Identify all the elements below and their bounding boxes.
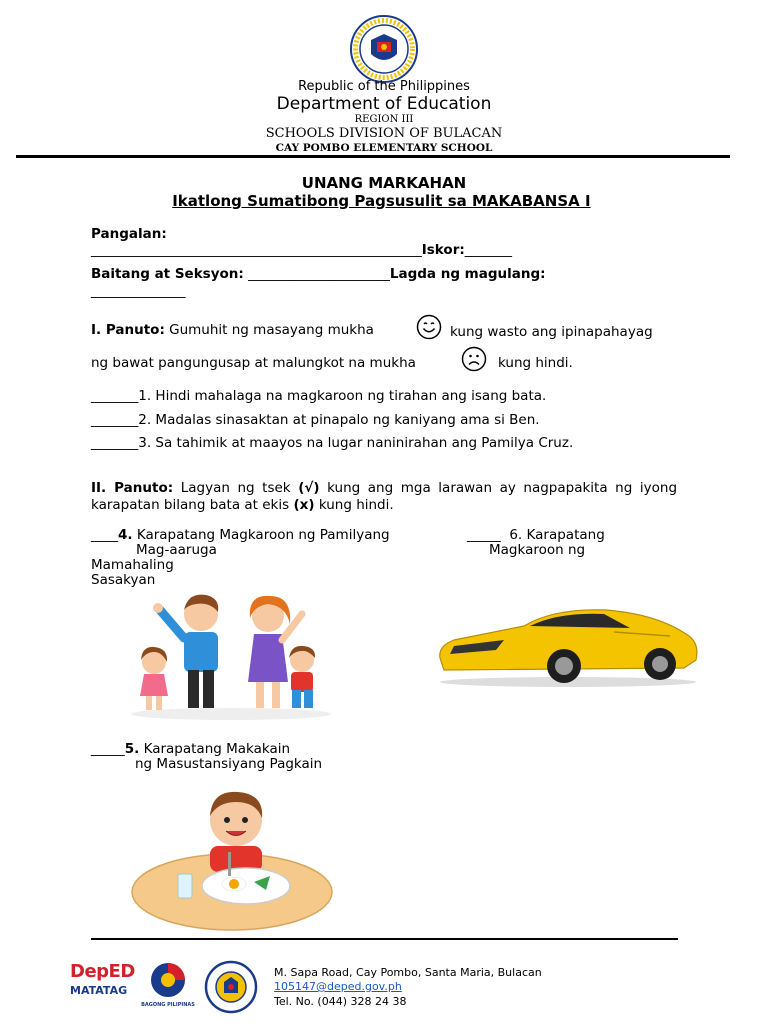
part1-label: I. Panuto: xyxy=(91,322,165,338)
region-text: REGION III xyxy=(354,114,414,125)
happy-face-icon xyxy=(416,314,442,340)
score-label: Iskor: xyxy=(421,242,465,258)
question-6-line4: Sasakyan xyxy=(91,572,156,588)
part1-instruction-line1 xyxy=(91,322,374,338)
name-label: Pangalan: xyxy=(91,226,167,242)
deped-matatag-logo xyxy=(70,961,135,1010)
part1-text-a: Gumuhit ng masayang mukha xyxy=(169,322,374,338)
part1-text-c: ng bawat pangungusap at malungkot na mukha xyxy=(91,355,416,371)
name-line-text: _________________________________________________ xyxy=(91,242,422,258)
school-text: CAY POMBO ELEMENTARY SCHOOL xyxy=(275,142,493,154)
question-2: _______2. Madalas sinasaktan at pinapalo ng kaniyang ama si Ben. xyxy=(91,412,540,428)
exam-title xyxy=(0,192,768,210)
question-5-line2: ng Masustansiyang Pagkain xyxy=(135,756,323,772)
part2-text-b: kung ang mga larawan ay nagpapakita ng xyxy=(327,480,633,496)
sports-car-illustration xyxy=(434,602,702,688)
part2-text-c: iyong karapatan bilang bata at ekis xyxy=(91,480,678,513)
grade-label: Baitang at Seksyon: xyxy=(91,266,244,282)
question-6-line2: Magkaroon ng xyxy=(489,542,586,558)
score-line[interactable]: _______ xyxy=(464,242,513,258)
question-6-line3: Mamahaling xyxy=(91,557,174,573)
family-illustration xyxy=(126,590,336,722)
part2-label: II. Panuto: xyxy=(91,480,174,496)
school-telephone: Tel. No. (044) 328 24 38 xyxy=(274,995,407,1008)
quarter-title: UNANG MARKAHAN xyxy=(301,174,467,192)
check-mark: (√) xyxy=(298,480,320,496)
republic-text: Republic of the Philippines xyxy=(298,79,470,94)
department-text: Department of Education xyxy=(276,94,492,114)
part2-instruction xyxy=(91,480,677,514)
bagong-pilipinas-icon xyxy=(149,962,187,998)
part1-text-b: kung wasto ang ipinapahayag xyxy=(450,324,653,340)
grade-row xyxy=(91,266,546,282)
grade-line[interactable]: _____________________ xyxy=(248,266,390,282)
question-5-num: 5. xyxy=(124,741,140,757)
bagong-pilipinas-logo xyxy=(140,962,196,1010)
deped-seal xyxy=(349,14,419,84)
school-address: M. Sapa Road, Cay Pombo, Santa Maria, Bulacan xyxy=(274,966,542,979)
sad-face-icon xyxy=(461,346,487,372)
question-1: _______1. Hindi mahalaga na magkaroon ng tirahan ang isang bata. xyxy=(91,388,547,404)
part2-text-d: kung hindi. xyxy=(318,497,394,513)
deped-logo-text: DepED xyxy=(70,961,135,982)
question-4-line2: Mag-aaruga xyxy=(136,542,217,558)
cross-mark: (x) xyxy=(293,497,315,513)
question-6-line1: 6. Karapatang xyxy=(509,527,605,543)
part2-text-a: Lagyan ng tsek xyxy=(180,480,291,496)
question-4-line1: Karapatang Magkaroon ng Pamilyang xyxy=(136,527,390,543)
parent-label: Lagda ng magulang: xyxy=(389,266,546,282)
question-6 xyxy=(467,527,605,543)
part1-text-d: kung hindi. xyxy=(498,355,573,371)
name-line[interactable] xyxy=(91,242,512,258)
question-4 xyxy=(91,527,390,543)
boy-eating-illustration xyxy=(130,786,334,934)
question-3: _______3. Sa tahimik at maayos na lugar naninirahan ang Pamilya Cruz. xyxy=(91,435,574,451)
matatag-text: MATATAG xyxy=(70,984,128,997)
header-rule xyxy=(16,155,730,158)
footer-rule xyxy=(91,938,678,940)
exam-title-text: Ikatlong Sumatibong Pagsusulit sa MAKABANSA I xyxy=(172,192,591,210)
division-text: SCHOOLS DIVISION OF BULACAN xyxy=(265,126,503,141)
question-4-blank[interactable]: ____ xyxy=(91,527,118,543)
question-5-blank[interactable]: _____ xyxy=(91,741,125,757)
question-4-num: 4. xyxy=(118,527,133,543)
question-5 xyxy=(91,741,290,757)
question-6-blank[interactable]: _____ xyxy=(467,527,501,543)
question-5-line1: Karapatang Makakain xyxy=(143,741,291,757)
bagong-pilipinas-text: BAGONG PILIPINAS xyxy=(141,1002,195,1008)
parent-line[interactable]: ______________ xyxy=(91,283,186,299)
school-email-link[interactable]: 105147@deped.gov.ph xyxy=(274,980,402,993)
school-seal xyxy=(204,960,258,1014)
